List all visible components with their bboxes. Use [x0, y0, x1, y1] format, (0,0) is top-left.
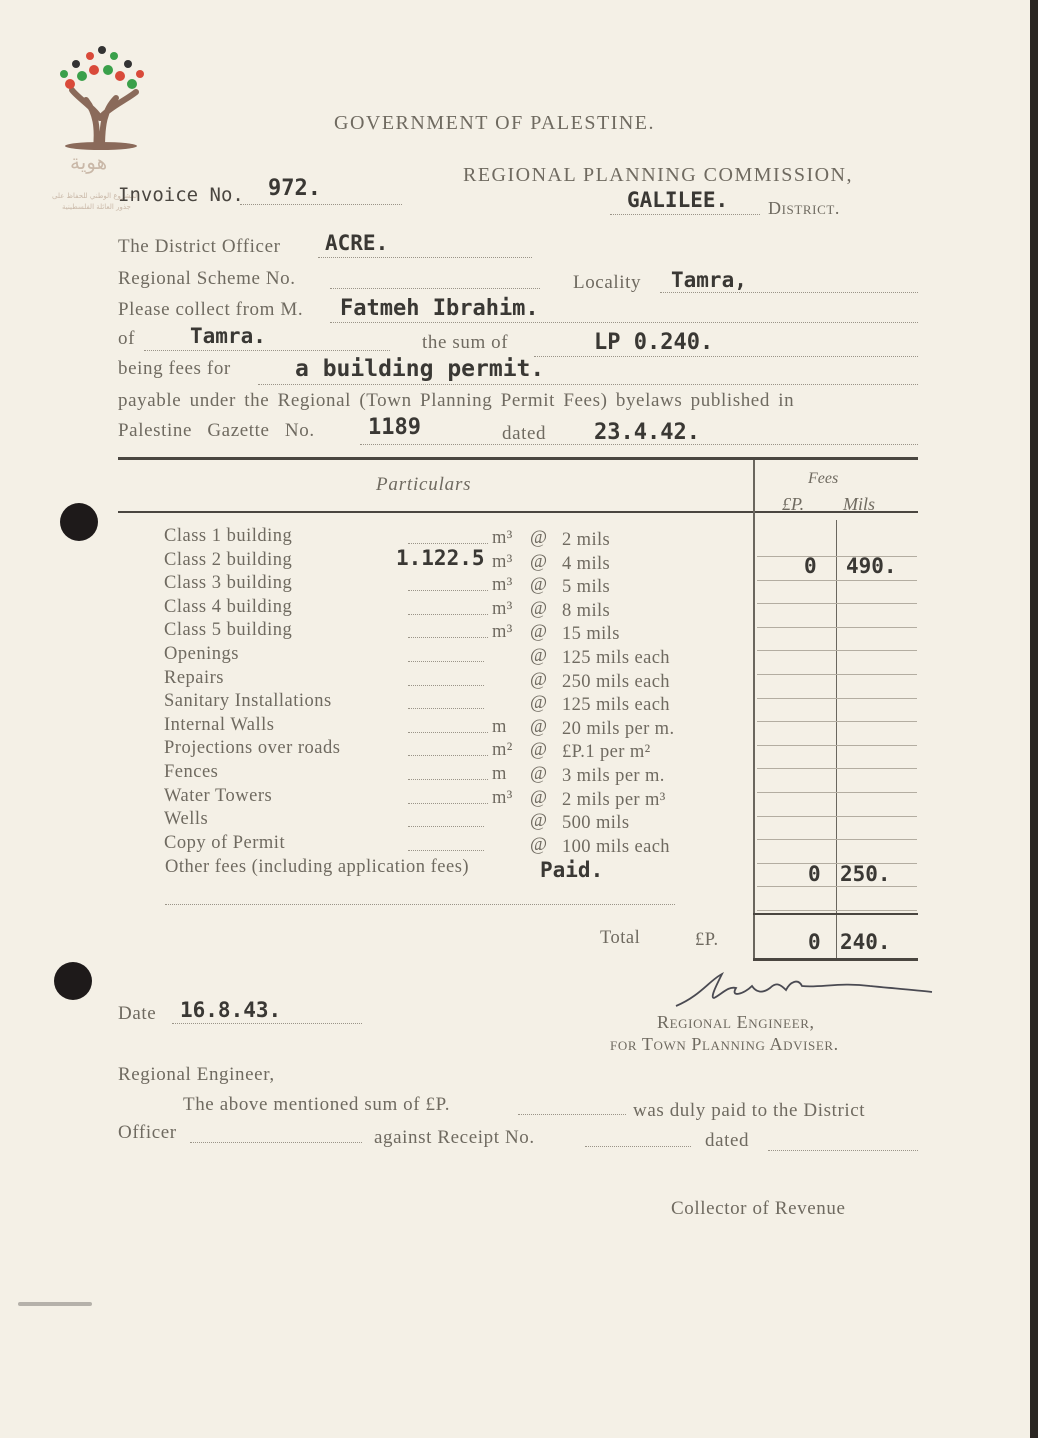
locality-dots: [660, 292, 918, 293]
fees-column-divider: [753, 460, 755, 960]
row-at-sign: @: [530, 646, 548, 666]
row-label: Water Towers: [164, 785, 273, 806]
row-leader-dots: [408, 661, 484, 662]
row-at-sign: @: [530, 622, 548, 643]
logo-caption: هوية: [70, 152, 108, 174]
row-label: Copy of Permit: [164, 832, 286, 853]
row-fee-lp: 0: [804, 554, 817, 578]
row-unit: m³: [492, 622, 513, 643]
sum-dots: [534, 356, 918, 357]
row-at-sign: @: [530, 764, 548, 784]
row-leader-dots: [408, 590, 488, 591]
receipt-text-1a: The above mentioned sum of £P.: [183, 1094, 451, 1115]
engineer-signature: [670, 968, 936, 1012]
blank-row-dots: [165, 904, 675, 905]
family-tree-logo: [56, 38, 148, 150]
other-fees-label: Other fees (including application fees): [165, 857, 470, 877]
row-rate: £P.1 per m²: [562, 742, 651, 763]
invoice-number: 972.: [268, 176, 321, 201]
row-rate: 5 mils: [562, 577, 611, 598]
fees-header: Fees: [808, 470, 839, 487]
collect-label: Please collect from M.: [118, 299, 304, 320]
row-leader-dots: [408, 614, 488, 615]
row-at-sign: @: [530, 787, 548, 808]
town-planning-adviser: for Town Planning Adviser.: [610, 1034, 839, 1054]
fee-row-line: [757, 698, 917, 699]
row-label: Projections over roads: [164, 738, 341, 759]
officer-dots-2: [190, 1142, 362, 1143]
locality-label: Locality: [573, 272, 642, 293]
fees-label: being fees for: [118, 358, 231, 379]
row-at-sign: @: [530, 693, 548, 714]
row-leader-dots: [408, 708, 484, 709]
district-label: District.: [768, 198, 841, 218]
invoice-label: Invoice No.: [118, 184, 244, 206]
fees-value: a building permit.: [295, 356, 545, 382]
row-rate: 2 mils: [562, 530, 611, 550]
regional-engineer-title: Regional Engineer,: [657, 1012, 815, 1032]
fee-row-line: [757, 627, 917, 628]
district-name: GALILEE.: [627, 188, 729, 212]
row-label: Class 1 building: [164, 526, 293, 546]
gazette-label: Palestine Gazette No.: [118, 420, 315, 441]
row-label: Fences: [164, 762, 219, 782]
gazette-number: 1189: [368, 415, 421, 440]
row-leader-dots: [408, 637, 488, 638]
officer-label: The District Officer: [118, 236, 281, 257]
row-label: Class 2 building: [164, 549, 293, 570]
of-label: of: [118, 328, 136, 349]
row-label: Sanitary Installations: [164, 691, 332, 712]
row-label: Class 5 building: [164, 620, 293, 641]
row-rate: 2 mils per m³: [562, 789, 666, 810]
fee-row-line: [757, 792, 917, 793]
row-label: Class 3 building: [164, 573, 293, 594]
fee-row-line: [757, 816, 917, 817]
total-unit: £P.: [695, 930, 719, 950]
invoice-dots: [240, 204, 402, 205]
fee-row-line: [757, 863, 917, 864]
row-unit: m: [492, 716, 507, 737]
scheme-dots: [330, 288, 540, 289]
row-unit: m³: [492, 787, 513, 808]
fee-row-line: [757, 910, 917, 911]
fee-row-line: [757, 745, 917, 746]
row-quantity: 1.122.5: [396, 545, 485, 570]
date-label: Date: [118, 1003, 157, 1024]
row-at-sign: @: [530, 740, 548, 761]
logo-subtitle-2: جذور العائلة الفلسطينية: [62, 203, 131, 211]
row-unit: m³: [492, 528, 513, 548]
of-value: Tamra.: [190, 324, 266, 348]
fees-dots: [258, 384, 918, 385]
row-unit: m³: [492, 598, 513, 619]
row-rate: 3 mils per m.: [562, 766, 665, 786]
payable-line: payable under the Regional (Town Planning Permit Fees) byelaws published in: [118, 390, 795, 411]
total-mils: 240.: [840, 930, 891, 954]
officer-dots: [318, 257, 532, 258]
row-leader-dots: [408, 850, 484, 851]
collect-dots: [330, 322, 918, 323]
row-rate: 125 mils each: [562, 648, 670, 668]
mils-column-header: Mils: [843, 494, 876, 514]
row-rate: 8 mils: [562, 600, 611, 621]
government-title: GOVERNMENT OF PALESTINE.: [334, 112, 656, 134]
row-rate: 100 mils each: [562, 836, 670, 857]
dated-label: dated: [502, 423, 547, 444]
lp-column-header: £P.: [782, 494, 805, 514]
row-leader-dots: [408, 779, 488, 780]
particulars-header: Particulars: [376, 474, 472, 495]
row-at-sign: @: [530, 575, 548, 596]
row-label: Class 4 building: [164, 596, 293, 617]
fee-row-line: [757, 721, 917, 722]
row-at-sign: @: [530, 811, 548, 832]
date-dots: [172, 1023, 362, 1024]
of-dots: [144, 350, 390, 351]
locality-value: Tamra,: [671, 268, 747, 292]
row-rate: 250 mils each: [562, 671, 670, 692]
row-label: Internal Walls: [164, 714, 275, 735]
lp-mils-divider: [836, 520, 837, 960]
receipt-text-2b: against Receipt No.: [374, 1127, 535, 1148]
punch-hole-bottom: [54, 962, 92, 1000]
receipt-text-2a: Officer: [118, 1122, 177, 1143]
receipt-no-dots: [585, 1146, 691, 1147]
scheme-label: Regional Scheme No.: [118, 268, 296, 289]
total-lp: 0: [808, 930, 821, 954]
sum-value: LP 0.240.: [594, 330, 714, 355]
district-dots: [610, 214, 760, 215]
row-rate: 20 mils per m.: [562, 718, 675, 739]
gazette-dots: [360, 444, 918, 445]
row-label: Repairs: [164, 667, 225, 688]
row-unit: m³: [492, 575, 513, 596]
commission-title: REGIONAL PLANNING COMMISSION,: [463, 164, 853, 186]
logo-subtitle-1: المشروع الوطني للحفاظ على: [52, 192, 140, 200]
fee-row-line: [757, 580, 917, 581]
collect-value: Fatmeh Ibrahim.: [340, 296, 539, 321]
row-rate: 500 mils: [562, 813, 630, 834]
collector-of-revenue: Collector of Revenue: [671, 1198, 846, 1219]
row-rate: 4 mils: [562, 553, 611, 574]
row-unit: m²: [492, 740, 513, 761]
paper-mark: [18, 1302, 92, 1306]
row-leader-dots: [408, 543, 488, 544]
fee-row-line: [757, 768, 917, 769]
officer-value: ACRE.: [325, 231, 389, 255]
row-label: Openings: [164, 644, 239, 664]
total-rule: [753, 958, 918, 961]
row-at-sign: @: [530, 834, 548, 855]
scan-edge: [1030, 0, 1038, 1438]
row-at-sign: @: [530, 716, 548, 737]
receipt-date-dots: [768, 1150, 918, 1151]
other-fees-value: Paid.: [540, 858, 604, 882]
other-fees-mils: 250.: [840, 862, 891, 886]
receipt-sum-dots: [518, 1114, 626, 1115]
dated-value: 23.4.42.: [594, 420, 700, 445]
punch-hole-top: [60, 503, 98, 541]
row-leader-dots: [408, 755, 488, 756]
row-at-sign: @: [530, 598, 548, 619]
row-at-sign: @: [530, 528, 548, 548]
row-leader-dots: [408, 685, 484, 686]
row-unit: m: [492, 764, 507, 784]
fee-row-line: [757, 886, 917, 887]
table-top-rule: [118, 457, 918, 460]
row-at-sign: @: [530, 669, 548, 690]
fee-row-line: [757, 839, 917, 840]
row-unit: m³: [492, 551, 513, 572]
receipt-text-1b: was duly paid to the District: [633, 1100, 866, 1121]
row-rate: 125 mils each: [562, 695, 670, 716]
row-leader-dots: [408, 826, 484, 827]
fee-row-line: [757, 650, 917, 651]
row-leader-dots: [408, 803, 488, 804]
row-fee-mils: 490.: [846, 554, 897, 578]
sum-label: the sum of: [422, 332, 509, 353]
row-rate: 15 mils: [562, 624, 620, 645]
fee-row-line: [757, 674, 917, 675]
total-label: Total: [600, 928, 641, 948]
row-leader-dots: [408, 732, 488, 733]
row-at-sign: @: [530, 551, 548, 572]
fee-row-line: [757, 603, 917, 604]
row-label: Wells: [164, 809, 209, 830]
other-fees-lp: 0: [808, 862, 821, 886]
date-value: 16.8.43.: [180, 998, 282, 1022]
receipt-text-2c: dated: [705, 1130, 750, 1151]
subtotal-rule: [753, 913, 918, 915]
salutation: Regional Engineer,: [118, 1064, 275, 1085]
